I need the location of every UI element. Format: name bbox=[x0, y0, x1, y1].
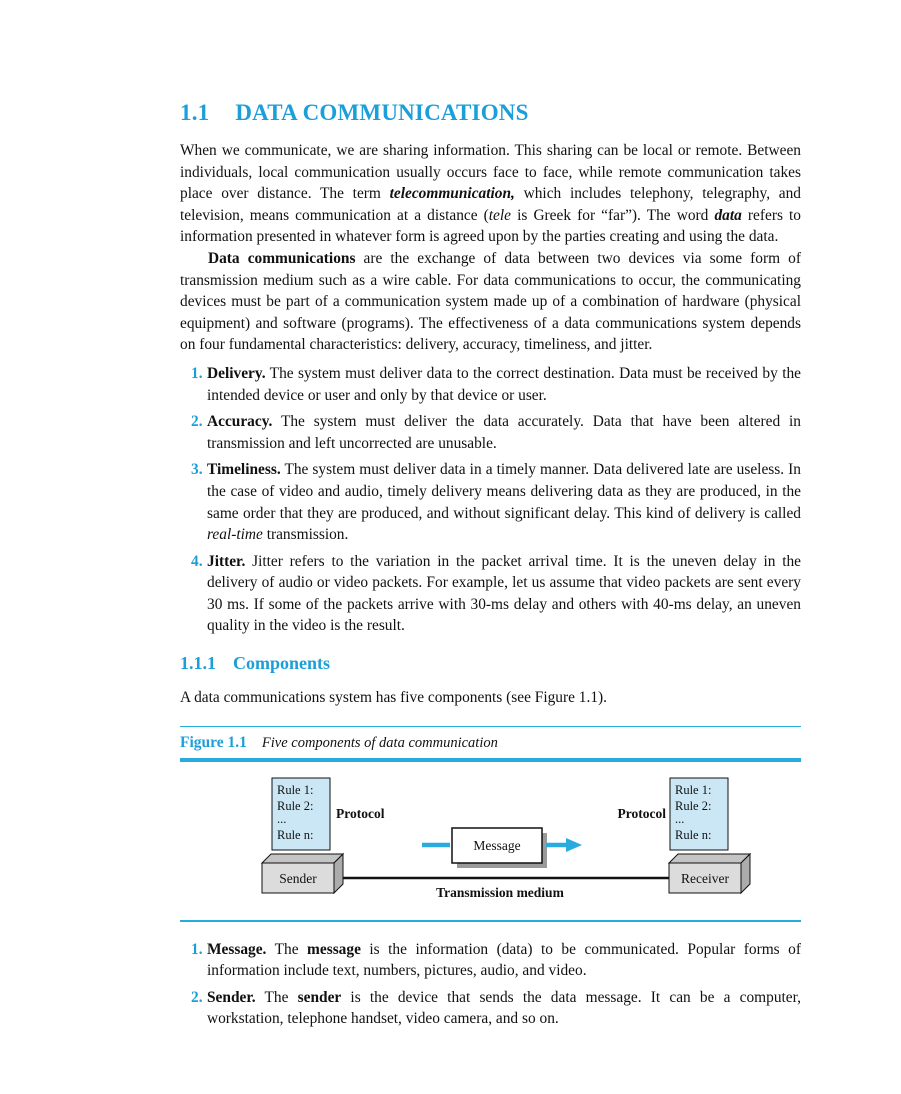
list-item-text: Delivery. The system must deliver data to the correct destination. Data must be received by the intended device or user and only by that device or user. bbox=[207, 364, 801, 404]
figure-mid-rule bbox=[180, 758, 801, 762]
protocol-label-right: Protocol bbox=[617, 805, 666, 821]
figure-label: Figure 1.1 bbox=[180, 733, 247, 751]
textbook-page bbox=[180, 0, 801, 1035]
section-title: DATA COMMUNICATIONS bbox=[235, 100, 529, 125]
list-item-jitter bbox=[180, 551, 801, 637]
receiver-box bbox=[669, 854, 750, 893]
list-item-message bbox=[180, 939, 801, 982]
receiver-label: Receiver bbox=[681, 870, 729, 886]
list-item-accuracy bbox=[180, 411, 801, 454]
rule-line: Rule 2: bbox=[675, 798, 712, 813]
list-item-number: 4. bbox=[191, 552, 203, 570]
list-item-timeliness bbox=[180, 459, 801, 545]
section-number: 1.1 bbox=[180, 100, 210, 125]
list-item-sender bbox=[180, 987, 801, 1030]
data-communications-paragraph: Data communications are the exchange of data between two devices via some form of transmission medium such as a wire cable. For data communications to occur, the communicating devices must be part of a communication system made up of a combination of hardware (physical equipment) and software (programs). The effectiveness of a data communications system depends on four fundamental characteristics: delivery, accuracy, timeliness, and jitter. bbox=[180, 249, 801, 354]
figure-block bbox=[180, 726, 801, 922]
list-item-number: 2. bbox=[191, 988, 203, 1006]
components-list bbox=[180, 939, 801, 1030]
rule-line: Rule 1: bbox=[277, 782, 314, 797]
list-item-number: 1. bbox=[191, 364, 203, 382]
flow-arrowhead-icon bbox=[566, 838, 582, 852]
rule-line: ... bbox=[277, 811, 287, 826]
message-label: Message bbox=[473, 837, 521, 853]
list-item-text: Message. The message is the information (data) to be communicated. Popular forms of information include text, numbers, pictures, audio, and video. bbox=[207, 940, 801, 980]
sender-label: Sender bbox=[279, 870, 317, 886]
intro-paragraph: When we communicate, we are sharing information. This sharing can be local or remote. Between individuals, local communication usually occurs face to face, while remote communication takes place over distance. The term telecommunication, which includes telephony, telegraphy, and television, means communication at a distance (tele is Greek for “far”). The word data refers to information presented in whatever form is agreed upon by the parties creating and using the data. bbox=[180, 142, 801, 246]
receiver-box-top bbox=[669, 854, 750, 863]
figure-diagram bbox=[180, 768, 800, 918]
sender-box bbox=[262, 854, 343, 893]
list-item-text: Sender. The sender is the device that sends the data message. It can be a computer, workstation, telephone handset, video camera, and so on. bbox=[207, 988, 801, 1028]
rule-line: Rule n: bbox=[277, 827, 314, 842]
transmission-medium-label: Transmission medium bbox=[436, 884, 564, 900]
subsection-number: 1.1.1 bbox=[180, 653, 216, 674]
list-item-number: 2. bbox=[191, 413, 203, 431]
components-intro: A data communications system has five components (see Figure 1.1). bbox=[180, 689, 607, 707]
rule-line: Rule 1: bbox=[675, 782, 712, 797]
characteristics-list bbox=[180, 363, 801, 637]
sender-box-top bbox=[262, 854, 343, 863]
rule-line: Rule n: bbox=[675, 827, 712, 842]
figure-bottom-rule bbox=[180, 920, 801, 922]
section-heading bbox=[180, 100, 801, 125]
list-item-text: Timeliness. The system must deliver data in a timely manner. Data delivered late are useless. In the case of video and audio, timely delivery means delivering data as they are produced, in the same order that they are produced, and without significant delay. This kind of delivery is called real-time transmission. bbox=[207, 461, 801, 544]
subsection-heading bbox=[180, 653, 801, 674]
list-item-text: Jitter. Jitter refers to the variation in the packet arrival time. It is the uneven delay in the delivery of audio or video packets. For example, let us assume that video packets are sent every 30 ms. If some of the packets arrive with 30-ms delay and others with 40-ms delay, an uneven quality in the video is the result. bbox=[207, 552, 801, 635]
subsection-title: Components bbox=[233, 653, 331, 674]
figure-caption bbox=[180, 727, 801, 758]
rule-line: ... bbox=[675, 811, 685, 826]
rule-line: Rule 2: bbox=[277, 798, 314, 813]
list-item-delivery bbox=[180, 363, 801, 406]
list-item-text: Accuracy. The system must deliver the data accurately. Data that have been altered in transmission and left uncorrected are unusable. bbox=[207, 413, 801, 452]
figure-caption-text: Five components of data communication bbox=[261, 734, 498, 751]
list-item-number: 1. bbox=[191, 940, 203, 958]
protocol-label-left: Protocol bbox=[336, 805, 385, 821]
list-item-number: 3. bbox=[191, 461, 203, 479]
